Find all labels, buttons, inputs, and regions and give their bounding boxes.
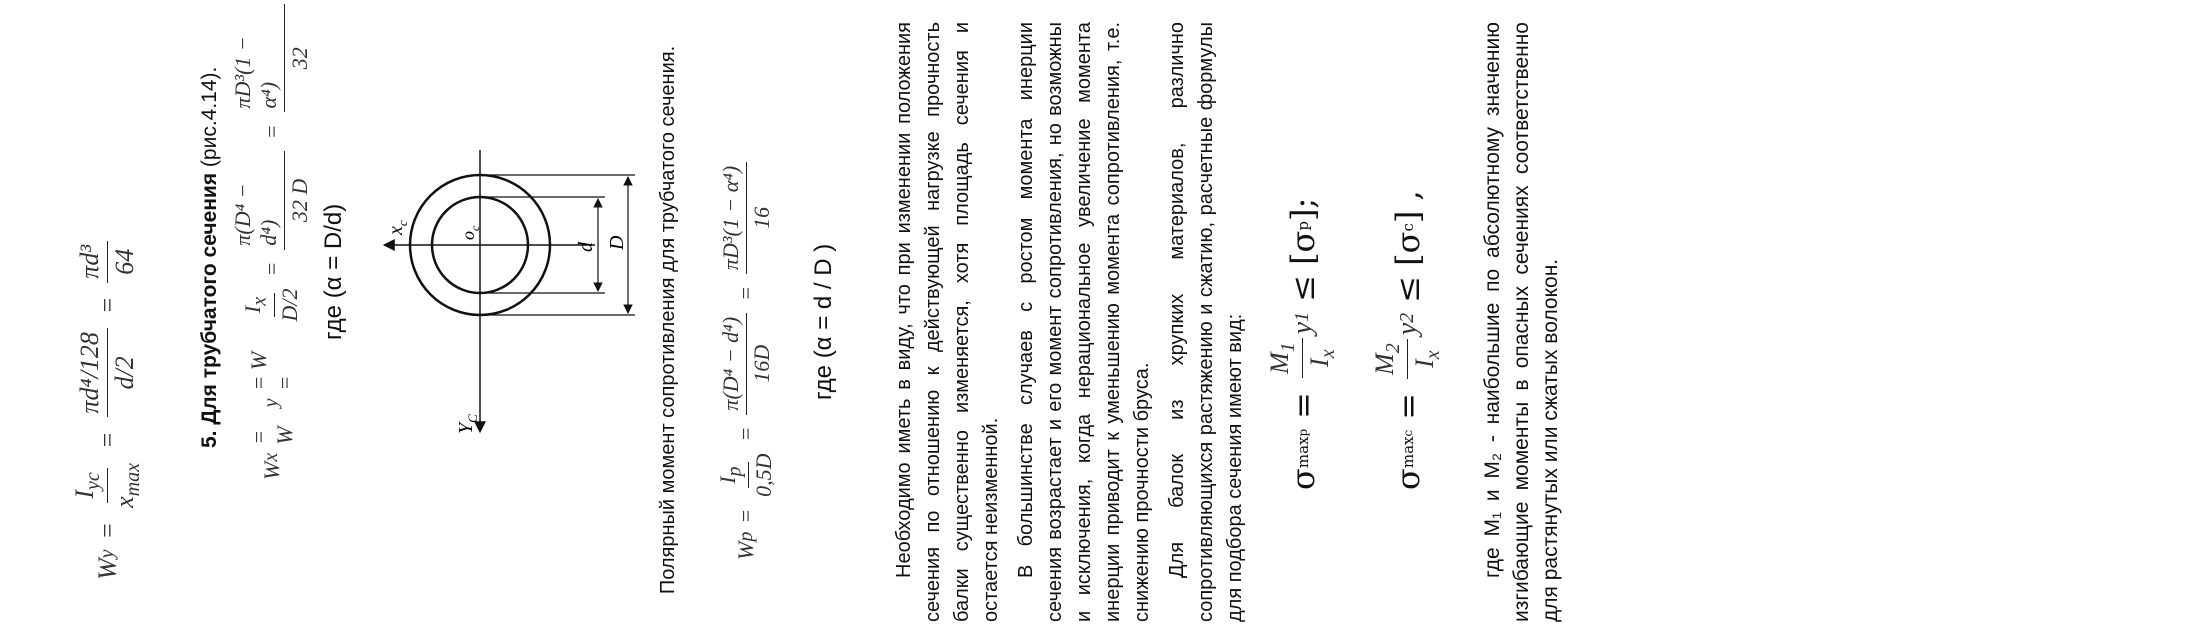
sigma-p-rhs-end: ]; (1283, 197, 1322, 221)
sigma-p-den: I (1305, 358, 1335, 367)
formula-polar-num2: π(D⁴ − d⁴) (718, 313, 747, 415)
formula-tube-w2: = W (245, 426, 297, 445)
formula-tube-frac1 (240, 288, 302, 321)
sigma-c-rhs-end: ] , (1388, 190, 1427, 224)
formula-polar-den3: 16 (748, 206, 774, 229)
formula-wy-eq3: = (92, 296, 122, 315)
formula-wy-lhs-sub: y (96, 549, 119, 559)
paragraph-2: В большинстве случаев с ростом момента инерции сечения возрастает и его момент сопротивления, но возможны и исключения, когда нерациональное увеличение момента инерции приводит к уменьшению момента сопротивления, т.е. снижению прочности бруса. (1015, 22, 1153, 622)
sigma-p-lhs-subsub: p (1295, 428, 1310, 437)
label-d: d (575, 242, 597, 252)
where-alpha-2: где (α = d / D ) (810, 243, 837, 400)
formula-polar-frac1 (715, 453, 777, 496)
formula-tube-den2: 32 D (287, 178, 312, 223)
tube-section-figure (380, 100, 640, 440)
sigma-c-lhs: σ (1388, 468, 1427, 490)
formula-tube-num1-sub: x (248, 296, 271, 306)
sigma-p-den-sub: x (1317, 349, 1340, 359)
formula-wy-num1: I (70, 490, 99, 499)
paragraph-moments: где M₁ и M₂ - наибольшие по абсолютному значению изгибающие моменты в опасных сечениях соответственно для растянутых или сжатых волокон. (1481, 22, 1562, 622)
formula-polar-w-sub: p (734, 531, 757, 542)
formula-tube-w2-sub: y (260, 398, 282, 408)
sigma-c-den-sub: x (1422, 350, 1445, 360)
section-figure-ref: (рис.4.14). (198, 66, 221, 168)
formula-wy-den2: d/2 (110, 356, 140, 390)
formula-wy-den1-sub: max (122, 463, 145, 497)
formula-wy-frac1 (70, 463, 145, 508)
label-oc: $o_c$ (458, 225, 482, 240)
sigma-c-rhs-sub: c (1398, 223, 1417, 232)
sigma-c-y-sub: 2 (1396, 312, 1419, 323)
formula-polar-eq3: = (733, 285, 759, 301)
formula-wy-den3: 64 (110, 248, 140, 275)
sigma-p-y-sub: 1 (1291, 311, 1314, 322)
formula-polar-frac3 (718, 162, 775, 274)
formula-wy-num2: πd⁴/128 (75, 328, 108, 417)
formula-polar-num1-sub: p (723, 466, 746, 477)
formula-tube-den1: D/2 (276, 288, 302, 322)
sigma-c-y: y (1391, 322, 1423, 336)
label-xc: $x_c$ (385, 220, 410, 235)
sigma-p-frac (1265, 338, 1340, 378)
label-yc: $Y_C$ (455, 414, 480, 434)
formula-sigma-compression (1370, 190, 1445, 490)
formula-wy-frac2 (75, 328, 140, 417)
section-title: 5. Для трубчатого сечения (198, 172, 221, 448)
sigma-c-eq: = (1388, 392, 1427, 420)
formula-tube-w3: = W = (245, 351, 297, 391)
formula-tube (230, 0, 313, 480)
formula-wy-lhs: W (92, 558, 122, 580)
label-D: D (606, 235, 628, 250)
formula-wy-den1: x (110, 496, 140, 508)
section-heading (196, 67, 224, 448)
formula-tube-eq2: = (258, 124, 284, 140)
sigma-p-num: M (1265, 352, 1294, 375)
sigma-c-lhs-subsub: c (1400, 429, 1415, 437)
formula-tube-num1: I (240, 305, 266, 314)
formula-wy (70, 237, 145, 580)
sigma-p-rhs-sub: p (1293, 220, 1312, 231)
polar-caption: Полярный момент сопротивления для трубчатого сечения. (657, 45, 679, 595)
formula-tube-den3: 32 (287, 47, 312, 70)
formula-polar-frac2 (718, 313, 775, 415)
formula-tube-frac3 (230, 4, 313, 112)
formula-tube-eq1: = (258, 261, 284, 277)
sigma-p-eq: = (1283, 392, 1322, 419)
sigma-c-den: I (1410, 359, 1440, 368)
formula-polar-eq2: = (733, 426, 759, 442)
formula-tube-frac2 (230, 151, 313, 249)
formula-polar-den2: 16D (748, 344, 774, 383)
formula-sigma-tension (1265, 198, 1340, 490)
formula-wy-frac3 (75, 241, 140, 283)
formula-wy-num3: πd³ (75, 241, 108, 283)
formula-tube-num2: π(D⁴ − d⁴) (230, 151, 285, 249)
paragraph-3: Для балок из хрупких материалов, различно сопротивляющихся растяжению и сжатию, расчетные формулы для подбора сечения имеют вид: (1166, 22, 1246, 622)
formula-polar-num1: I (715, 476, 740, 484)
formula-polar-w: W (733, 541, 759, 560)
sigma-c-num: M (1370, 353, 1399, 375)
formula-polar (715, 158, 777, 560)
sigma-c-frac (1370, 339, 1445, 379)
formula-tube-w1-sub: x (260, 452, 282, 462)
sigma-c-lhs-sub: max (1398, 436, 1417, 469)
paragraph-1: Необходимо иметь в виду, что при изменении положения сечения по отношению к действующей нагрузке прочность балки существенно изменяется, хотя площадь сечения и остается неизменной. (893, 22, 1002, 622)
sigma-p-num-sub: 1 (1277, 342, 1300, 353)
sigma-p-lhs-sub: max (1293, 436, 1312, 469)
formula-polar-den1: 0,5D (751, 453, 777, 497)
formula-tube-w1: W (258, 461, 284, 480)
sigma-c-num-sub: 2 (1382, 343, 1405, 354)
sigma-p-y: y (1286, 321, 1318, 335)
sigma-p-lhs: σ (1283, 468, 1322, 490)
formula-wy-num1-sub: yc (82, 472, 105, 490)
sigma-c-rhs: ≤ [σ (1388, 231, 1427, 303)
formula-wy-eq1: = (92, 521, 122, 540)
formula-wy-eq2: = (92, 431, 122, 450)
sigma-p-rhs: ≤ [σ (1283, 230, 1322, 302)
formula-polar-num3: πD³(1 − α⁴) (718, 162, 747, 274)
formula-tube-num3: πD³(1 − α⁴) (230, 4, 285, 112)
formula-polar-eq1: = (733, 508, 759, 524)
where-alpha-1: где (α = D/d) (320, 203, 347, 340)
